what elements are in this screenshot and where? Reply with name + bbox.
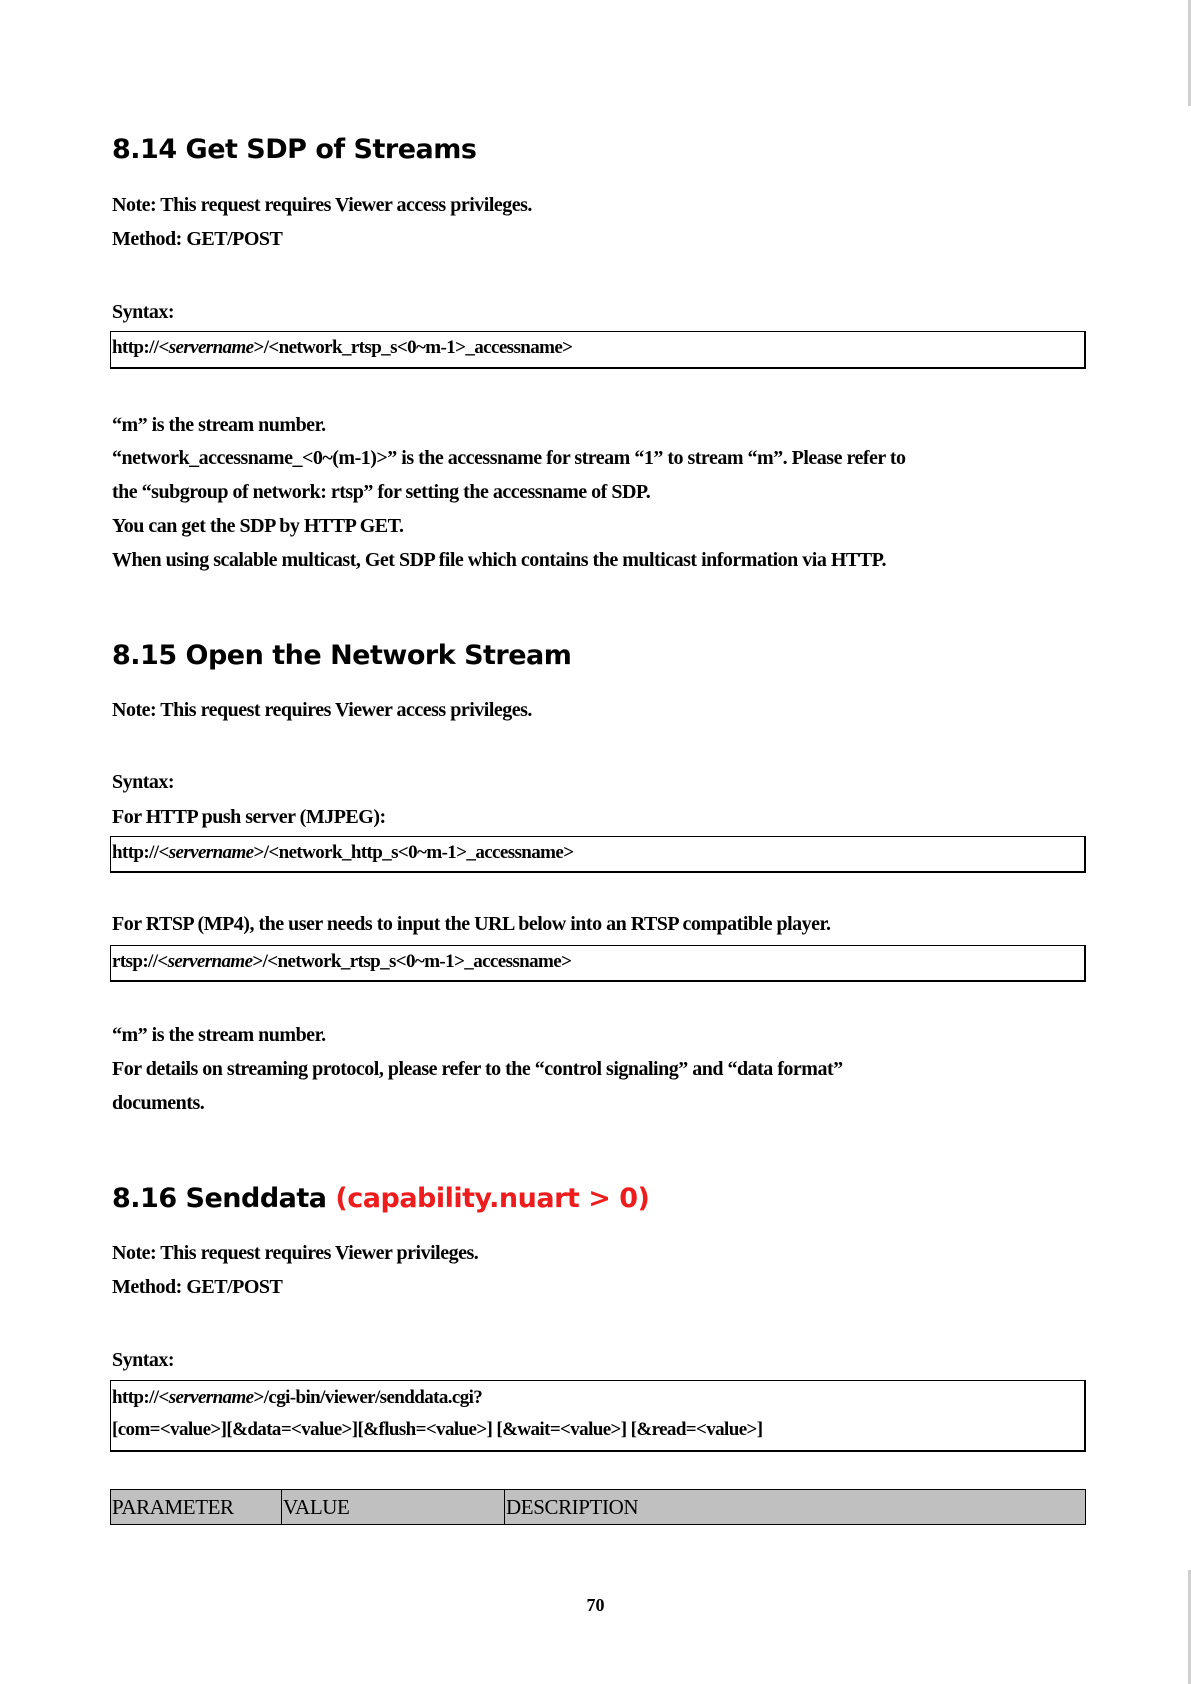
parameter-table-header [110,1489,1086,1525]
rtsp-label: For RTSP (MP4), the user needs to input the URL below into an RTSP compatible player. [112,913,831,935]
capability-condition: (capability.nuart > 0) [335,1183,650,1214]
section-heading-8-15: 8.15 Open the Network Stream [112,640,572,671]
syntax-box-8-16-params: [com=<value>][&data=<value>][&flush=<value>] [&wait=<value>] [&read=<value>] [112,1419,763,1440]
syntax-box-8-14: http://<servername>/<network_rtsp_s<0~m-1>_accessname> [110,331,1086,369]
paragraph-8-14-4: You can get the SDP by HTTP GET. [112,515,404,537]
rtsp-syntax-box: rtsp://<servername>/<network_rtsp_s<0~m-1>_accessname> [110,945,1086,982]
note-line-8-14: Note: This request requires Viewer access privileges. [112,194,532,216]
method-line-8-16: Method: GET/POST [112,1276,283,1298]
column-header-description: DESCRIPTION [505,1490,1086,1525]
syntax-label-8-15: Syntax: [112,771,175,793]
http-push-label: For HTTP push server (MJPEG): [112,806,386,828]
paragraph-8-15-1: “m” is the stream number. [112,1024,326,1046]
column-header-value: VALUE [282,1490,505,1525]
syntax-label-8-16: Syntax: [112,1349,175,1371]
paragraph-8-14-1: “m” is the stream number. [112,414,326,436]
note-line-8-15: Note: This request requires Viewer access privileges. [112,699,532,721]
syntax-label-8-14: Syntax: [112,301,175,323]
page-number: 70 [586,1595,605,1615]
syntax-box-8-16: http://<servername>/cgi-bin/viewer/senddata.cgi? [com=<value>][&data=<value>][&flush=<value>] [&wait=<value>] [&read=<value>] [110,1380,1086,1452]
column-header-parameter: PARAMETER [111,1490,282,1525]
paragraph-8-15-3: documents. [112,1092,205,1114]
paragraph-8-15-2: For details on streaming protocol, please refer to the “control signaling” and “data format” [112,1058,843,1080]
paragraph-8-14-2: “network_accessname_<0~(m-1)>” is the accessname for stream “1” to stream “m”. Please refer to [112,447,906,469]
http-syntax-box: http://<servername>/<network_http_s<0~m-1>_accessname> [110,836,1086,873]
paragraph-8-14-5: When using scalable multicast, Get SDP file which contains the multicast information via HTTP. [112,549,886,571]
section-heading-8-16: 8.16 Senddata (capability.nuart > 0) [112,1183,650,1214]
note-line-8-16: Note: This request requires Viewer privileges. [112,1242,479,1264]
paragraph-8-14-3: the “subgroup of network: rtsp” for setting the accessname of SDP. [112,481,651,503]
section-heading-8-14: 8.14 Get SDP of Streams [112,134,477,165]
method-line-8-14: Method: GET/POST [112,228,283,250]
